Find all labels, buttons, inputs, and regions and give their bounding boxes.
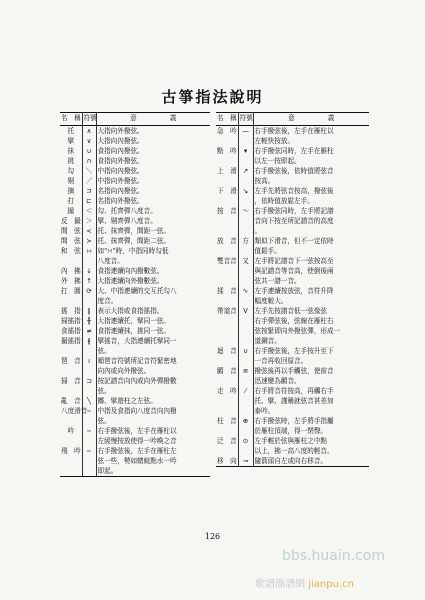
technique-meaning: [253, 416, 369, 436]
technique-meaning: [96, 306, 210, 316]
table-row: [60, 356, 210, 376]
table-row: [216, 186, 369, 206]
meaning-line: 托、抹齊彈，間距一弦。: [97, 227, 171, 235]
table-row: [216, 256, 369, 286]
technique-name: 打 圓: [61, 287, 81, 295]
fingering-table-right: [216, 112, 369, 467]
technique-meaning: [96, 376, 210, 396]
technique-meaning: [253, 206, 369, 236]
technique-meaning: [253, 366, 369, 386]
table-row: [60, 276, 210, 286]
meaning-line: 托、擘、謹稱就弦音甚差加: [254, 397, 334, 405]
meaning-line: 大、中指連續的交互托勾八: [97, 287, 177, 295]
meaning-line: 大指連續托，擘同一弦。: [97, 317, 171, 325]
technique-meaning: [96, 126, 210, 137]
table-row: [216, 456, 369, 467]
technique-meaning: [96, 286, 210, 306]
table-row: [216, 166, 369, 186]
technique-meaning: [96, 396, 210, 406]
technique-name: 外 拂: [61, 277, 81, 285]
meaning-line: 向內或向外撥弦。: [97, 367, 151, 375]
meaning-line: 右手彈弦後，弦線在雁柱右: [254, 317, 334, 325]
meaning-line: 大指連續向外撥數弦。: [97, 277, 164, 285]
meaning-line: 擲、擘遊柱之左弦。: [97, 397, 157, 405]
header-meaning: 意 義: [253, 113, 369, 126]
meaning-line: 弦一些，勢如蜻蜓點水一吟: [97, 457, 177, 465]
meaning-line: 左緩慢按放使得一吟喚之音: [97, 437, 177, 445]
technique-name: 間 弦: [61, 237, 81, 245]
table-row: [60, 326, 210, 336]
meaning-line: 左手先按譜音低一弦像弦: [254, 307, 328, 315]
meaning-line: 左輕快按放。: [254, 137, 295, 145]
meaning-line: 按記譜音向內或向外彈撥數: [97, 377, 177, 385]
table-row: [60, 176, 210, 186]
meaning-line: 擘、剔齊彈八度音。: [97, 217, 157, 225]
technique-symbol: ⊙: [238, 436, 253, 456]
technique-meaning: [253, 456, 369, 467]
meaning-line: 中指向內撥弦。: [97, 167, 144, 175]
meaning-line: 食指連續向內撥數弦。: [97, 267, 164, 275]
table-row: [60, 186, 210, 196]
meaning-line: 左手輕於弦與雁柱之中點: [254, 437, 328, 445]
technique-name: 撮: [67, 207, 75, 215]
meaning-line: 撥弦後再以手觸弦，使前音: [254, 367, 334, 375]
technique-name: 吟: [67, 427, 75, 435]
technique-symbol: ∿: [238, 286, 253, 306]
meaning-line: 如"∺"時，中指同時勾低: [97, 247, 169, 255]
technique-symbol: ≠: [82, 326, 96, 336]
meaning-line: 擘搖音，大指連續托擘同一: [97, 337, 177, 345]
meaning-line: 與記譜音等音高，使倒後兩: [254, 267, 334, 275]
technique-name: 移 向: [217, 457, 237, 465]
technique-symbol: ∪: [82, 146, 96, 156]
technique-meaning: [253, 386, 369, 416]
meaning-line: 以左一按即起。: [254, 157, 301, 165]
technique-meaning: [253, 186, 369, 206]
meaning-line: 道鋼音。: [254, 337, 281, 345]
table-row: [216, 436, 369, 456]
technique-name: 托: [67, 127, 75, 135]
technique-meaning: [96, 266, 210, 276]
technique-symbol: ⊐: [82, 376, 96, 396]
meaning-line: 音向下按至所記譜音的高度: [254, 217, 334, 225]
table-row: [60, 406, 210, 426]
table-body-right: [216, 126, 369, 467]
technique-meaning: [96, 236, 210, 246]
technique-name: 亂 音: [61, 397, 81, 405]
table-row: [60, 246, 210, 266]
technique-name: 點 吟: [217, 147, 237, 155]
table-row: [216, 386, 369, 416]
technique-meaning: [96, 316, 210, 326]
meaning-line: 食指向內撥弦。: [97, 147, 144, 155]
table-row: [216, 286, 369, 306]
meaning-line: 左手將記譜音下一弦按高至: [254, 257, 334, 265]
watermark-site-cn: 歌譜簡譜網: [255, 579, 305, 590]
technique-symbol: ∦: [82, 336, 96, 356]
technique-symbol: —: [238, 126, 253, 147]
meaning-line: 名指向內撥弦。: [97, 187, 144, 195]
technique-name: 抹: [67, 147, 75, 155]
technique-name: 揉 音: [217, 287, 237, 295]
technique-symbol: ∪: [238, 346, 253, 366]
technique-meaning: [253, 236, 369, 256]
technique-meaning: [253, 286, 369, 306]
technique-name: 下 滑: [217, 187, 237, 195]
meaning-line: 即起。: [97, 467, 118, 475]
technique-meaning: [96, 426, 210, 446]
meaning-line: 幅度較大。: [254, 297, 288, 305]
table-row: [60, 156, 210, 166]
technique-symbol: ↓: [82, 266, 96, 276]
technique-meaning: [96, 156, 210, 166]
technique-symbol: ＞: [82, 216, 96, 226]
technique-name: 急 吟: [217, 127, 237, 135]
technique-symbol: ╫: [82, 316, 96, 326]
table-row: [60, 336, 210, 356]
meaning-line: 大指向內撥弦。: [97, 137, 144, 145]
meaning-line: 名指向外撥弦。: [97, 197, 144, 205]
technique-name: 打: [67, 197, 75, 205]
technique-name: 挑: [67, 157, 75, 165]
table-row: [216, 146, 369, 166]
meaning-line: 弦。: [97, 387, 111, 395]
technique-name: 帶道音: [217, 307, 237, 315]
technique-symbol: ／: [82, 176, 96, 186]
technique-name: 柱 音: [217, 417, 237, 425]
technique-name: 雙音音: [217, 257, 237, 265]
technique-name: 放 音: [217, 237, 237, 245]
meaning-line: 托、抹齊彈，間距二弦。: [97, 237, 171, 245]
technique-meaning: [253, 306, 369, 346]
technique-symbol: ＜: [82, 206, 96, 216]
technique-symbol: ∼: [82, 426, 96, 446]
table-row: [60, 206, 210, 216]
technique-name: 泛 音: [217, 437, 237, 445]
technique-symbol: 〜: [238, 206, 253, 236]
meaning-line: 左手先將弦音按高，撥弦後: [254, 187, 334, 195]
table-body-left: [60, 126, 210, 477]
table-row: [60, 126, 210, 137]
technique-name: 剔: [67, 177, 75, 185]
technique-meaning: [96, 136, 210, 146]
technique-symbol: ∼: [82, 406, 96, 426]
table-row: [60, 216, 210, 226]
meaning-line: 按高。: [254, 177, 275, 185]
technique-meaning: [253, 126, 369, 147]
table-row: [60, 396, 210, 406]
meaning-line: 泰吟。: [254, 407, 275, 415]
table-row: [216, 416, 369, 436]
technique-symbol: ▾: [238, 146, 253, 166]
technique-name: 琶 音: [61, 357, 81, 365]
meaning-line: 右手撥弦同時，左手在雁柱: [254, 147, 334, 155]
meaning-line: 右手撥弦後，左手在雁柱以: [254, 127, 334, 135]
technique-symbol: ∺: [82, 246, 96, 266]
watermark-url: bbs.huain.com: [282, 548, 385, 564]
technique-symbol: 方: [238, 236, 253, 256]
table-row: [60, 376, 210, 396]
watermark-site-en: jianpu.cn: [308, 579, 354, 590]
table-row: [60, 266, 210, 276]
technique-meaning: [96, 246, 210, 266]
technique-symbol: Ⅴ: [238, 306, 253, 346]
fingering-table-left: [60, 112, 210, 477]
table-row: [60, 316, 210, 326]
meaning-line: 右手撥弦時，左手將手指屬: [254, 417, 334, 425]
meaning-line: 右手撥弦同時，左手將記譜: [254, 207, 334, 215]
header-meaning: 意 義: [96, 113, 210, 126]
technique-name: 飛 吟: [61, 447, 81, 455]
technique-name: 和 弦: [61, 247, 81, 255]
technique-meaning: [96, 226, 210, 236]
table-row: [216, 366, 369, 386]
technique-name: 搖 指: [61, 307, 81, 315]
table-row: [60, 446, 210, 477]
technique-name: 撮搖指: [61, 337, 81, 345]
page-title: 古箏指法說明: [161, 88, 264, 106]
technique-meaning: [253, 166, 369, 186]
meaning-line: ，依時值放鬆左手。: [254, 197, 314, 205]
technique-symbol: ∩: [82, 156, 96, 166]
meaning-line: 弦。: [97, 417, 111, 425]
meaning-line: 大指向外撥弦。: [97, 127, 144, 135]
meaning-line: 八度音。: [97, 257, 124, 265]
technique-symbol: ≀: [82, 356, 96, 376]
meaning-line: 表示大指或食指搖指。: [97, 307, 164, 315]
table-header-row: [60, 113, 210, 126]
technique-name: 迴 音: [217, 347, 237, 355]
meaning-line: 勾、托齊彈八度音。: [97, 207, 157, 215]
technique-symbol: コ: [82, 186, 96, 196]
technique-name: 勾: [67, 167, 75, 175]
table-row: [60, 306, 210, 316]
technique-symbol: 又: [238, 256, 253, 286]
table-header-row: [216, 113, 369, 126]
technique-meaning: [96, 406, 210, 426]
technique-meaning: [96, 446, 210, 477]
table-row: [60, 236, 210, 246]
meaning-line: 食指向外撥弦。: [97, 157, 144, 165]
meaning-line: 一音再收回原音。: [254, 357, 308, 365]
meaning-line: 左手連續按放弦，音符升降: [254, 287, 334, 295]
technique-meaning: [96, 146, 210, 156]
technique-meaning: [253, 346, 369, 366]
technique-symbol: ≺: [82, 226, 96, 236]
technique-symbol: ∽: [82, 446, 96, 477]
technique-meaning: [253, 436, 369, 456]
technique-meaning: [96, 176, 210, 186]
technique-name: 上 滑: [217, 167, 237, 175]
technique-name: 顫 音: [217, 367, 237, 375]
table-row: [216, 346, 369, 366]
meaning-line: 右手撥弦後，左手在雁柱以: [97, 427, 177, 435]
technique-name: 食搖指: [61, 327, 81, 335]
technique-meaning: [253, 256, 369, 286]
table-row: [60, 226, 210, 236]
technique-name: 內 拂: [61, 267, 81, 275]
technique-name: 八度滑音: [61, 407, 88, 415]
technique-meaning: [96, 186, 210, 196]
meaning-line: 中指向外撥弦。: [97, 177, 144, 185]
technique-symbol: ↑: [82, 276, 96, 286]
meaning-line: 右手撥弦後，左手按升至下: [254, 347, 334, 355]
technique-symbol: ∨: [82, 136, 96, 146]
meaning-line: 弦。: [97, 347, 111, 355]
header-symbol: 符號: [238, 113, 253, 126]
table-row: [60, 136, 210, 146]
meaning-line: 弦按緊即向外撥弦彈，形成一: [254, 327, 341, 335]
technique-meaning: [96, 196, 210, 206]
header-name: 名 稱: [61, 114, 81, 122]
technique-symbol: ≻: [82, 236, 96, 246]
technique-symbol: ∥: [82, 306, 96, 316]
technique-name: 掃搖指: [61, 317, 81, 325]
technique-meaning: [96, 336, 210, 356]
technique-symbol: ∧: [82, 126, 96, 137]
meaning-line: 於雁柱頂端，得一閉聲。: [254, 427, 328, 435]
technique-symbol: ⟳: [82, 286, 96, 306]
technique-symbol: ↘: [238, 186, 253, 206]
meaning-line: 順琶音符號所記音符緊密地: [97, 357, 177, 365]
table-row: [216, 236, 369, 256]
meaning-line: 弦共一譜一音。: [254, 277, 301, 285]
meaning-line: 隨箭頭自左或向右移音。: [254, 457, 328, 465]
meaning-line: 食指連續抹，挑同一弦。: [97, 327, 171, 335]
meaning-line: 以上，拂一高八度的輕音。: [254, 447, 334, 455]
technique-meaning: [96, 166, 210, 176]
technique-meaning: [96, 206, 210, 216]
page-number: 126: [204, 532, 221, 541]
watermark-site: [255, 575, 354, 590]
technique-symbol: ⊏: [82, 196, 96, 206]
meaning-line: 迅速變為顫音。: [254, 377, 301, 385]
meaning-line: 。: [254, 227, 262, 235]
technique-symbol: ⁄: [238, 386, 253, 416]
technique-symbol: ↗: [238, 166, 253, 186]
technique-symbol: ⊕: [238, 416, 253, 436]
technique-name: 反 撮: [61, 217, 81, 225]
technique-meaning: [96, 276, 210, 286]
table-row: [216, 206, 369, 236]
technique-name: 按 音: [217, 207, 237, 215]
meaning-line: 值鬆手。: [254, 247, 281, 255]
table-row: [216, 306, 369, 346]
technique-symbol: ⊸: [238, 456, 253, 467]
technique-name: 掃 音: [61, 377, 81, 385]
table-row: [216, 126, 369, 147]
technique-meaning: [253, 146, 369, 166]
table-row: [60, 196, 210, 206]
meaning-line: 度音。: [97, 297, 118, 305]
technique-meaning: [96, 216, 210, 226]
table-row: [60, 426, 210, 446]
header-symbol: 符號: [82, 113, 96, 126]
table-row: [60, 166, 210, 176]
technique-name: 摘: [67, 187, 75, 195]
table-row: [60, 146, 210, 156]
meaning-line: 右手撥弦後，依時值將弦音: [254, 167, 334, 175]
technique-symbol: ≋: [238, 366, 253, 386]
technique-symbol: ╲: [82, 396, 96, 406]
technique-name: 走 吟: [217, 387, 237, 395]
meaning-line: 中指及食指向八度音向內撥: [97, 407, 177, 415]
header-name: 名 稱: [217, 114, 237, 122]
meaning-line: 類似下滑音，但不一定依時: [254, 237, 334, 245]
technique-meaning: [96, 356, 210, 376]
technique-name: 間 弦: [61, 227, 81, 235]
meaning-line: 右手撥弦後，左手在雁柱左: [97, 447, 177, 455]
table-row: [60, 286, 210, 306]
technique-symbol: ＼: [82, 166, 96, 176]
technique-name: 擘: [67, 137, 75, 145]
technique-meaning: [96, 326, 210, 336]
meaning-line: 右手將音符按高，再觸右手: [254, 387, 334, 395]
